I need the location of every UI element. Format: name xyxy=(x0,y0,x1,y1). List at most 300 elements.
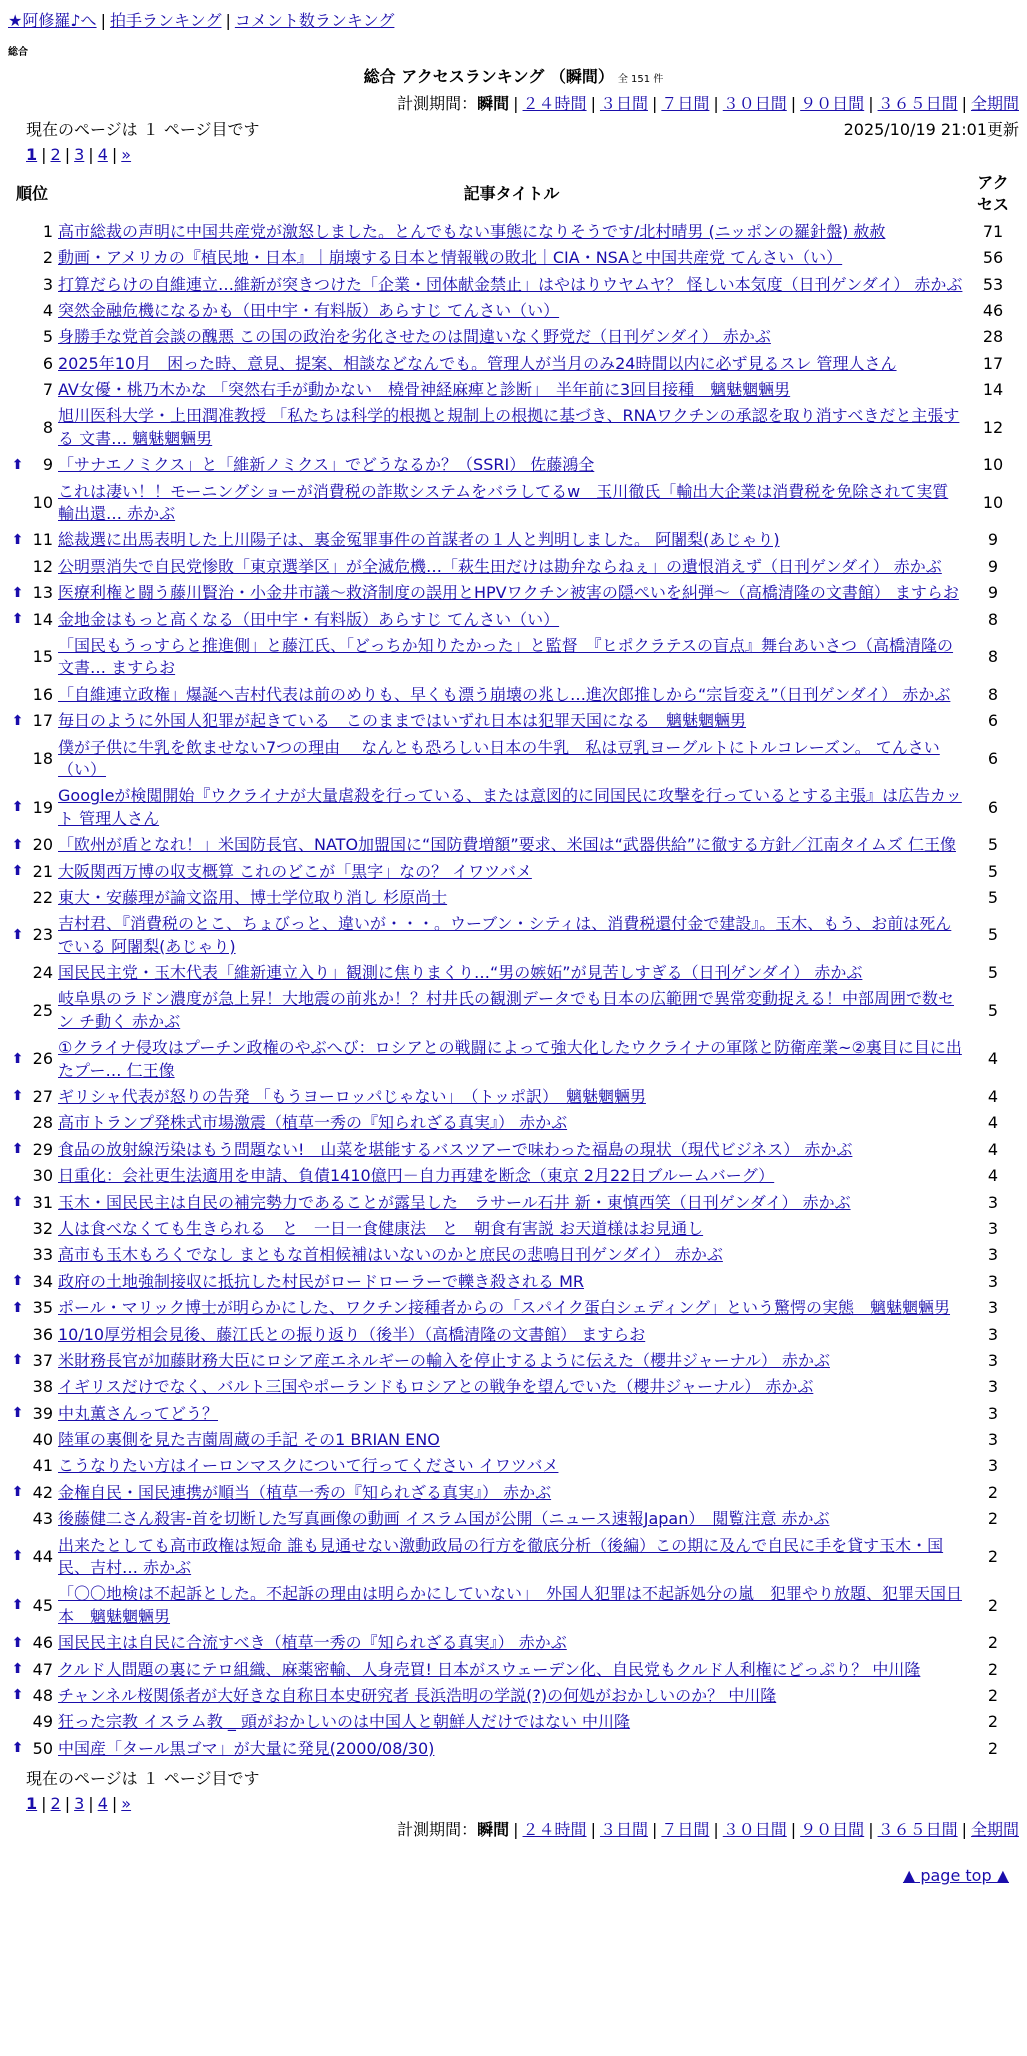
rank-up-arrow-icon: ⬆ xyxy=(11,1740,24,1757)
rank-number: 28 xyxy=(32,1113,53,1133)
access-count: 3 xyxy=(987,1430,999,1450)
trend-cell xyxy=(8,960,27,986)
access-count: 6 xyxy=(987,797,999,817)
table-row xyxy=(8,479,1019,528)
article-link[interactable]: 「欧州が盾となれ！」米国防長官、NATO加盟国に“国防費増額”要求、米国は“武器供給”に徹する方針／江南タイムズ 仁王像 xyxy=(58,835,956,855)
period-separator: | xyxy=(513,1819,519,1839)
rank-number: 19 xyxy=(32,797,53,817)
rank-number: 34 xyxy=(32,1271,53,1291)
access-count: 2 xyxy=(987,1686,999,1705)
article-link[interactable]: ギリシャ代表が怒りの告発 「もうヨーロッパじゃない」 （トッポ訳） 魑魅魍魎男 xyxy=(58,1087,646,1107)
article-link[interactable]: AV女優・桃乃木かな 「突然右手が動かない 橈骨神経麻痺と診断」 半年前に3回目接種 魑魅魍魎男 xyxy=(58,380,791,400)
trend-cell xyxy=(8,1137,27,1163)
table-row xyxy=(8,1295,1019,1321)
access-count: 6 xyxy=(987,711,999,731)
title-cell xyxy=(56,1035,967,1084)
access-count: 2 xyxy=(987,1738,999,1758)
trend-cell xyxy=(8,580,27,606)
access-count: 10 xyxy=(982,455,1004,475)
trend-cell xyxy=(8,633,27,682)
title-cell xyxy=(56,1506,967,1532)
access-count: 6 xyxy=(987,748,999,768)
article-link[interactable]: 出来たとしても高市政権は短命 誰も見通せない激動政局の行方を徹底分析（後編）この期に及んで自民に手を貸す玉木・国民、吉村… 赤かぶ xyxy=(58,1535,944,1578)
table-row xyxy=(8,832,1019,858)
access-count: 56 xyxy=(982,248,1004,268)
period-selector-bottom xyxy=(8,1819,1019,1841)
title-cell xyxy=(56,1322,967,1348)
trend-cell xyxy=(8,1683,27,1709)
table-header-row xyxy=(8,170,1019,219)
trend-cell xyxy=(8,735,27,784)
total-count: 全 151 件 xyxy=(617,74,664,86)
access-count: 28 xyxy=(982,327,1004,347)
pager-page-link[interactable]: 3 xyxy=(74,144,85,164)
pager-page-link[interactable]: 4 xyxy=(97,1793,108,1813)
access-count: 14 xyxy=(982,380,1004,400)
period-link[interactable]: ７日間 xyxy=(661,1819,710,1839)
trend-cell xyxy=(8,527,27,553)
period-link[interactable]: ３日間 xyxy=(599,93,648,113)
pager-page-link[interactable]: 2 xyxy=(50,1793,61,1813)
ranking-table xyxy=(8,170,1019,1762)
access-count: 3 xyxy=(987,1298,999,1318)
title-cell xyxy=(56,1709,967,1735)
title-cell xyxy=(56,1190,967,1216)
access-count: 3 xyxy=(987,1456,999,1476)
access-count: 8 xyxy=(987,647,999,667)
period-link[interactable]: ３０日間 xyxy=(722,93,787,113)
pager-separator: | xyxy=(88,1793,94,1813)
article-link[interactable]: 中国産「タール黒ゴマ」が大量に発見(2000/08/30) xyxy=(58,1738,435,1758)
table-row xyxy=(8,324,1019,350)
title-cell xyxy=(56,1348,967,1374)
article-link[interactable]: 金権自民・国民連携が順当（植草一秀の『知られざる真実』） 赤かぶ xyxy=(58,1482,552,1502)
title-cell xyxy=(56,324,967,350)
title-cell xyxy=(56,885,967,911)
access-count: 9 xyxy=(987,583,999,603)
title-cell xyxy=(56,377,967,403)
rank-number: 41 xyxy=(32,1456,53,1476)
pager-separator: | xyxy=(111,144,118,164)
article-link[interactable]: 国民民主は自民に合流すべき（植草一秀の『知られざる真実』） 赤かぶ xyxy=(58,1633,567,1653)
period-link[interactable]: ９０日間 xyxy=(800,93,865,113)
rank-up-arrow-icon: ⬆ xyxy=(11,862,24,879)
period-separator: | xyxy=(868,93,874,113)
rank-number: 1 xyxy=(42,221,53,241)
period-link[interactable]: ３６５日間 xyxy=(877,1819,958,1839)
table-row xyxy=(8,783,1019,832)
table-row xyxy=(8,1401,1019,1427)
pager-current[interactable]: 1 xyxy=(26,144,38,164)
trend-cell xyxy=(8,479,27,528)
rank-number: 49 xyxy=(32,1712,53,1732)
access-count: 3 xyxy=(987,1350,999,1370)
rank-number: 3 xyxy=(42,274,53,294)
period-selector-top xyxy=(8,93,1019,115)
table-row xyxy=(8,245,1019,271)
rank-up-arrow-icon: ⬆ xyxy=(11,1273,24,1290)
table-row xyxy=(8,1269,1019,1295)
trend-cell xyxy=(8,1035,27,1084)
title-cell xyxy=(56,859,967,885)
access-count: 4 xyxy=(987,1049,999,1069)
title-cell xyxy=(56,452,967,478)
article-link[interactable]: 旭川医科大学・上田潤准教授 「私たちは科学的根拠と規制上の根拠に基づき、RNAワクチンの承認を取り消すべきだと主張する 文書… 魑魅魍魎男 xyxy=(58,406,960,448)
table-row xyxy=(8,911,1019,960)
rank-up-arrow-icon: ⬆ xyxy=(11,610,24,627)
trend-cell xyxy=(8,682,27,708)
article-link[interactable]: 岐阜県のラドン濃度が急上昇！大地震の前兆か！？村井氏の観測データでも日本の広範囲で異常変動捉える！中部周囲で数セン チ動く 赤かぶ xyxy=(58,989,955,1031)
table-row xyxy=(8,1736,1019,1762)
table-row xyxy=(8,452,1019,478)
table-row xyxy=(8,1348,1019,1374)
access-count: 46 xyxy=(982,300,1004,320)
article-link[interactable]: チャンネル桜関係者が大好きな自称日本史研究者 長浜浩明の学説(?)の何処がおかしいのか？ 中川隆 xyxy=(58,1686,777,1705)
pager-separator: | xyxy=(41,144,47,164)
period-link[interactable]: 全期間 xyxy=(970,93,1019,113)
rank-number: 50 xyxy=(32,1738,53,1758)
title-cell xyxy=(56,986,967,1035)
title-cell xyxy=(56,1269,967,1295)
rank-up-arrow-icon: ⬆ xyxy=(11,1687,24,1704)
title-cell xyxy=(56,911,967,960)
title-cell xyxy=(56,479,967,528)
pager-page-link[interactable]: 2 xyxy=(50,144,61,164)
rank-number: 36 xyxy=(32,1324,53,1344)
home-link[interactable]: ★阿修羅♪へ xyxy=(8,11,97,30)
period-separator: | xyxy=(868,1819,874,1839)
period-link[interactable]: 全期間 xyxy=(970,1819,1019,1839)
table-row xyxy=(8,351,1019,377)
title-cell xyxy=(56,580,967,606)
article-link[interactable]: 狂った宗教 イスラム教 _ 頭がおかしいのは中国人と朝鮮人だけではない 中川隆 xyxy=(58,1712,631,1732)
article-link[interactable]: ①クライナ侵攻はプーチン政権のやぶへび：ロシアとの戦闘によって強大化したウクライナの軍隊と防衛産業~②裏目に目に出たプー… 仁王像 xyxy=(58,1038,962,1080)
trend-cell xyxy=(8,351,27,377)
page-status-line-bottom xyxy=(26,1768,1019,1790)
article-link[interactable]: 打算だらけの自維連立…維新が突きつけた「企業・団体献金禁止」はやはりウヤムヤ？ 怪しい本気度（日刊ゲンダイ） 赤かぶ xyxy=(58,274,963,294)
rank-number: 35 xyxy=(32,1298,53,1318)
trend-cell xyxy=(8,1084,27,1110)
title-cell xyxy=(56,1163,967,1189)
article-link[interactable]: 2025年10月 困った時、意見、提案、相談などなんでも。管理人が当月のみ24時間以内に必ず見るスレ 管理人さん xyxy=(58,353,897,373)
rank-number: 44 xyxy=(32,1546,53,1566)
article-link[interactable]: 医療利権と闘う藤川賢治・小金井市議〜救済制度の誤用とHPVワクチン被害の隠ぺいを糾弾〜（高橋清隆の文書館） ますらお xyxy=(58,583,959,603)
rank-number: 26 xyxy=(32,1049,53,1069)
rank-up-arrow-icon: ⬆ xyxy=(11,1634,24,1651)
trend-cell xyxy=(8,219,27,245)
rank-number: 25 xyxy=(32,1000,53,1020)
access-column-header: アクセス xyxy=(976,172,1009,215)
pager-page-link[interactable]: 4 xyxy=(97,144,108,164)
period-separator: | xyxy=(713,93,719,113)
trend-cell xyxy=(8,1374,27,1400)
access-count: 2 xyxy=(987,1482,999,1502)
access-count: 3 xyxy=(987,1192,999,1212)
table-row xyxy=(8,1533,1019,1582)
article-link[interactable]: 突然金融危機になるかも（田中宇・有料版）あらすじ てんさい（い） xyxy=(58,300,560,320)
rank-number: 18 xyxy=(32,748,53,768)
trend-cell xyxy=(8,911,27,960)
rank-up-arrow-icon: ⬆ xyxy=(11,712,24,729)
article-link[interactable]: 毎日のように外国人犯罪が起きている このままではいずれ日本は犯罪天国になる 魑魅魍魎男 xyxy=(58,711,747,731)
access-count: 3 xyxy=(987,1377,999,1397)
rank-number: 13 xyxy=(32,583,53,603)
article-link[interactable]: 国民民主党・玉木代表「維新連立入り」観測に焦りまくり…“男の嫉妬”が見苦しすぎる（日刊ゲンダイ） 赤かぶ xyxy=(58,963,863,983)
title-cell xyxy=(56,245,967,271)
title-cell xyxy=(56,1581,967,1630)
title-cell xyxy=(56,351,967,377)
period-label: 計測期間： xyxy=(397,93,478,113)
period-label: 計測期間： xyxy=(397,1819,478,1839)
period-link[interactable]: ３日間 xyxy=(599,1819,648,1839)
rank-number: 42 xyxy=(32,1482,53,1502)
rank-number: 4 xyxy=(42,300,53,320)
table-row xyxy=(8,1453,1019,1479)
access-count: 2 xyxy=(987,1659,999,1679)
article-link[interactable]: 10/10厚労相会見後、藤江氏との振り返り（後半）（高橋清隆の文書館） ますらお xyxy=(58,1324,646,1344)
trend-cell xyxy=(8,859,27,885)
title-cell xyxy=(56,708,967,734)
article-link[interactable]: ポール・マリック博士が明らかにした、ワクチン接種者からの「スパイク蛋白シェディング」という驚愕の実態 魑魅魍魎男 xyxy=(58,1298,951,1318)
article-link[interactable]: 米財務長官が加藤財務大臣にロシア産エネルギーの輸入を停止するように伝えた（櫻井ジャーナル） 赤かぶ xyxy=(58,1350,830,1370)
trend-cell xyxy=(8,832,27,858)
article-link[interactable]: 東大・安藤理が論文盗用、博士学位取り消し 杉原尚士 xyxy=(58,887,448,907)
rank-number: 15 xyxy=(32,647,53,667)
table-row xyxy=(8,1322,1019,1348)
table-row xyxy=(8,1163,1019,1189)
trend-cell xyxy=(8,1190,27,1216)
trend-cell xyxy=(8,1657,27,1683)
rank-up-arrow-icon: ⬆ xyxy=(11,1405,24,1422)
rank-number: 46 xyxy=(32,1633,53,1653)
table-row xyxy=(8,403,1019,452)
pager-separator: | xyxy=(64,144,71,164)
table-row xyxy=(8,1630,1019,1656)
article-link[interactable]: 「自維連立政権」爆誕へ吉村代表は前のめりも、早くも漂う崩壊の兆し…進次郎推しから“宗旨変え”（日刊ゲンダイ） 赤かぶ xyxy=(58,684,951,704)
rank-number: 21 xyxy=(32,861,53,881)
title-cell xyxy=(56,1453,967,1479)
period-link[interactable]: ２４時間 xyxy=(522,1819,587,1839)
article-link[interactable]: 大阪関西万博の収支概算 これのどこが「黒字」なの？ イワツバメ xyxy=(58,861,532,881)
title-cell xyxy=(56,1533,967,1582)
page-status-line xyxy=(26,119,1019,141)
article-link[interactable]: イギリスだけでなく、バルト三国やポーランドもロシアとの戦争を望んでいた（櫻井ジャーナル） 赤かぶ xyxy=(58,1377,814,1397)
title-cell xyxy=(56,1736,967,1762)
trend-cell xyxy=(8,1242,27,1268)
trend-cell xyxy=(8,272,27,298)
period-separator: | xyxy=(651,93,658,113)
rank-number: 24 xyxy=(32,963,53,983)
trend-cell xyxy=(8,885,27,911)
table-row xyxy=(8,735,1019,784)
article-link[interactable]: 高市も玉木もろくでなし まともな首相候補はいないのかと庶民の悲鳴日刊ゲンダイ） 赤かぶ xyxy=(58,1245,723,1265)
title-cell xyxy=(56,1657,967,1683)
title-cell xyxy=(56,1683,967,1709)
trend-cell xyxy=(8,1163,27,1189)
table-row xyxy=(8,1506,1019,1532)
article-link[interactable]: 人は食べなくても生きられる と 一日一食健康法 と 朝食有害説 お天道様はお見通し xyxy=(58,1218,704,1238)
ranking-title-block xyxy=(8,66,1019,88)
pager-next-link[interactable]: » xyxy=(121,144,132,164)
article-link[interactable]: 食品の放射線汚染はもう問題ない! 山菜を堪能するバスツアーで味わった福島の現状（現代ビジネス） 赤かぶ xyxy=(58,1139,853,1159)
table-row xyxy=(8,1035,1019,1084)
period-separator: | xyxy=(590,93,596,113)
trend-cell xyxy=(8,1295,27,1321)
table-row xyxy=(8,1657,1019,1683)
article-link[interactable]: 政府の土地強制接収に抵抗した村民がロードローラーで轢き殺される MR xyxy=(58,1271,585,1291)
table-row xyxy=(8,1216,1019,1242)
access-count: 3 xyxy=(987,1218,999,1238)
rank-number: 16 xyxy=(32,684,53,704)
table-row xyxy=(8,1242,1019,1268)
article-link[interactable]: 玉木・国民民主は自民の補完勢力であることが露呈した ラサール石井 新・東慎西笑（日刊ゲンダイ） 赤かぶ xyxy=(58,1192,851,1212)
rank-up-arrow-icon: ⬆ xyxy=(11,1299,24,1316)
title-cell xyxy=(56,1427,967,1453)
title-cell xyxy=(56,1110,967,1136)
table-row xyxy=(8,219,1019,245)
rank-number: 43 xyxy=(32,1509,53,1529)
pager-separator: | xyxy=(41,1793,47,1813)
article-link[interactable]: 総裁選に出馬表明した上川陽子は、裏金冤罪事件の首謀者の１人と判明しました。 阿闍梨(あじゃり) xyxy=(58,530,780,550)
article-link[interactable]: こうなりたい方はイーロンマスクについて行ってください イワツバメ xyxy=(58,1456,559,1476)
period-link[interactable]: ３０日間 xyxy=(722,1819,787,1839)
period-link[interactable]: ２４時間 xyxy=(522,93,587,113)
article-link[interactable]: 後藤健二さん殺害-首を切断した写真画像の動画 イスラム国が公開（ニュース速報Japan） 閲覧注意 赤かぶ xyxy=(58,1509,830,1529)
rank-up-arrow-icon: ⬆ xyxy=(11,1352,24,1369)
title-cell xyxy=(56,1137,967,1163)
pager-top xyxy=(26,144,1019,166)
table-row xyxy=(8,708,1019,734)
table-row xyxy=(8,1480,1019,1506)
access-count: 5 xyxy=(987,861,999,881)
table-row xyxy=(8,1683,1019,1709)
access-count: 5 xyxy=(987,925,999,945)
rank-up-arrow-icon: ⬆ xyxy=(11,926,24,943)
pager-current[interactable]: 1 xyxy=(26,1793,38,1813)
article-link[interactable]: 金地金はもっと高くなる（田中宇・有料版）あらすじ てんさい（い） xyxy=(58,609,560,629)
rank-up-arrow-icon: ⬆ xyxy=(11,1597,24,1614)
section-label: 総合 xyxy=(8,47,28,59)
trend-cell xyxy=(8,1322,27,1348)
trend-cell xyxy=(8,245,27,271)
article-link[interactable]: 「〇〇地検は不起訴とした。不起訴の理由は明らかにしていない」 外国人犯罪は不起訴処分の嵐 犯罪やり放題、犯罪天国日本 魑魅魍魎男 xyxy=(58,1584,963,1626)
article-link[interactable]: クルド人問題の裏にテロ組織、麻薬密輸、人身売買! 日本がスウェーデン化、自民党もクルド人利権にどっぷり？ 中川隆 xyxy=(58,1659,921,1679)
trend-cell xyxy=(8,1630,27,1656)
title-cell xyxy=(56,682,967,708)
access-count: 12 xyxy=(982,417,1004,437)
access-count: 5 xyxy=(987,887,999,907)
rank-up-arrow-icon: ⬆ xyxy=(11,798,24,815)
access-count: 4 xyxy=(987,1139,999,1159)
title-cell xyxy=(56,1374,967,1400)
trend-cell xyxy=(8,708,27,734)
trend-cell xyxy=(8,1736,27,1762)
page-status: 現在のページは １ ページ目です xyxy=(26,120,260,140)
article-link[interactable]: 中丸薫さんってどう？ xyxy=(58,1403,219,1423)
pager-next-link[interactable]: » xyxy=(121,1793,132,1813)
title-cell xyxy=(56,272,967,298)
table-row xyxy=(8,554,1019,580)
access-count: 5 xyxy=(987,1000,999,1020)
article-link[interactable]: Googleが検閲開始『ウクライナが大量虐殺を行っている、または意図的に同国民に攻撃を行っているとする主張』は広告カット 管理人さん xyxy=(58,786,962,828)
article-link[interactable]: 公明票消失で自民党惨敗「東京選挙区」が全滅危機…「萩生田だけは勘弁ならねぇ」の遺恨消えず（日刊ゲンダイ） 赤かぶ xyxy=(58,556,942,576)
article-link[interactable]: 高市トランプ発株式市場激震（植草一秀の『知られざる真実』） 赤かぶ xyxy=(58,1113,568,1133)
period-link[interactable]: ７日間 xyxy=(661,93,710,113)
access-count: 4 xyxy=(987,1113,999,1133)
article-link[interactable]: 日重化：会社更生法適用を申請、負債1410億円－自力再建を断念（東京 2月22日ブルームバーグ） xyxy=(58,1166,775,1186)
period-link[interactable]: ９０日間 xyxy=(800,1819,865,1839)
table-row xyxy=(8,1374,1019,1400)
period-separator: | xyxy=(713,1819,719,1839)
updated-time: 2025/10/19 21:01更新 xyxy=(843,120,1019,140)
comment-ranking-link[interactable]: コメント数ランキング xyxy=(234,11,395,30)
access-count: 2 xyxy=(987,1509,999,1529)
article-link[interactable]: 吉村君、『消費税のとこ、ちょびっと、違いが・・・。ウーブン・シティは、消費税還付金で建設』。玉木、もう、お前は死んでいる 阿闍梨(あじゃり) xyxy=(58,914,952,956)
title-cell xyxy=(56,607,967,633)
page-top-link[interactable]: ▲ page top ▲ xyxy=(902,1866,1009,1886)
trend-cell xyxy=(8,1427,27,1453)
article-link[interactable]: 身勝手な党首会談の醜悪 この国の政治を劣化させたのは間違いなく野党だ（日刊ゲンダイ） 赤かぶ xyxy=(58,327,771,347)
access-count: 4 xyxy=(987,1166,999,1186)
article-link[interactable]: 僕が子供に牛乳を飲ませない7つの理由 なんとも恐ろしい日本の牛乳 私は豆乳ヨーグルトにトルコレーズン。 てんさい（い） xyxy=(58,737,940,779)
article-link[interactable]: 高市総裁の声明に中国共産党が激怒しました。とんでもない事態になりそうです/北村晴男 (ニッポンの羅針盤) 赦赦 xyxy=(58,221,886,241)
trend-cell xyxy=(8,377,27,403)
trend-cell xyxy=(8,607,27,633)
access-count: 5 xyxy=(987,963,999,983)
trend-cell xyxy=(8,1401,27,1427)
pager-page-link[interactable]: 3 xyxy=(74,1793,85,1813)
rank-number: 27 xyxy=(32,1087,53,1107)
page-status: 現在のページは １ ページ目です xyxy=(26,1769,260,1789)
rank-number: 17 xyxy=(32,711,53,731)
period-link[interactable]: ３６５日間 xyxy=(877,93,958,113)
access-count: 53 xyxy=(982,274,1004,294)
trend-cell xyxy=(8,1453,27,1479)
rank-number: 14 xyxy=(32,609,53,629)
table-row xyxy=(8,1190,1019,1216)
trend-cell xyxy=(8,452,27,478)
table-row xyxy=(8,682,1019,708)
nav-separator: | xyxy=(100,11,106,30)
table-row xyxy=(8,1110,1019,1136)
table-row xyxy=(8,1581,1019,1630)
table-row xyxy=(8,607,1019,633)
rank-up-arrow-icon: ⬆ xyxy=(11,836,24,853)
article-link[interactable]: 「国民もうっすらと推進側」と藤江氏、「どっちか知りたかった」と監督 『ヒポクラテスの盲点』舞台あいさつ（高橋清隆の 文書… ますらお xyxy=(58,635,954,678)
access-count: 8 xyxy=(987,684,999,704)
clap-ranking-link[interactable]: 拍手ランキング xyxy=(109,11,222,30)
access-count: 4 xyxy=(987,1087,999,1107)
rank-number: 32 xyxy=(32,1218,53,1238)
ranking-table-body xyxy=(8,219,1019,1762)
period-separator: | xyxy=(513,93,519,113)
table-row xyxy=(8,633,1019,682)
article-link[interactable]: 動画・アメリカの『植民地・日本』｜崩壊する日本と情報戦の敗北｜CIA・NSAと中国共産党 てんさい（い） xyxy=(58,248,843,268)
rank-number: 33 xyxy=(32,1245,53,1265)
table-row xyxy=(8,986,1019,1035)
table-row xyxy=(8,960,1019,986)
rank-up-arrow-icon: ⬆ xyxy=(11,456,24,473)
title-cell xyxy=(56,1295,967,1321)
access-count: 3 xyxy=(987,1403,999,1423)
article-link[interactable]: 「サナエノミクス」と「維新ノミクス」でどうなるか？（SSRI） 佐藤鴻全 xyxy=(58,455,595,475)
title-cell xyxy=(56,1216,967,1242)
table-row xyxy=(8,1137,1019,1163)
article-link[interactable]: これは凄い！！モーニングショーが消費税の詐欺システムをバラしてるw 玉川徹氏「輸出大企業は消費税を免除されて実質 輸出還… 赤かぶ xyxy=(58,481,949,524)
article-link[interactable]: 陸軍の裏側を見た吉薗周蔵の手記 その1 BRIAN ENO xyxy=(58,1430,440,1450)
rank-number: 6 xyxy=(42,353,53,373)
access-count: 71 xyxy=(982,221,1004,241)
